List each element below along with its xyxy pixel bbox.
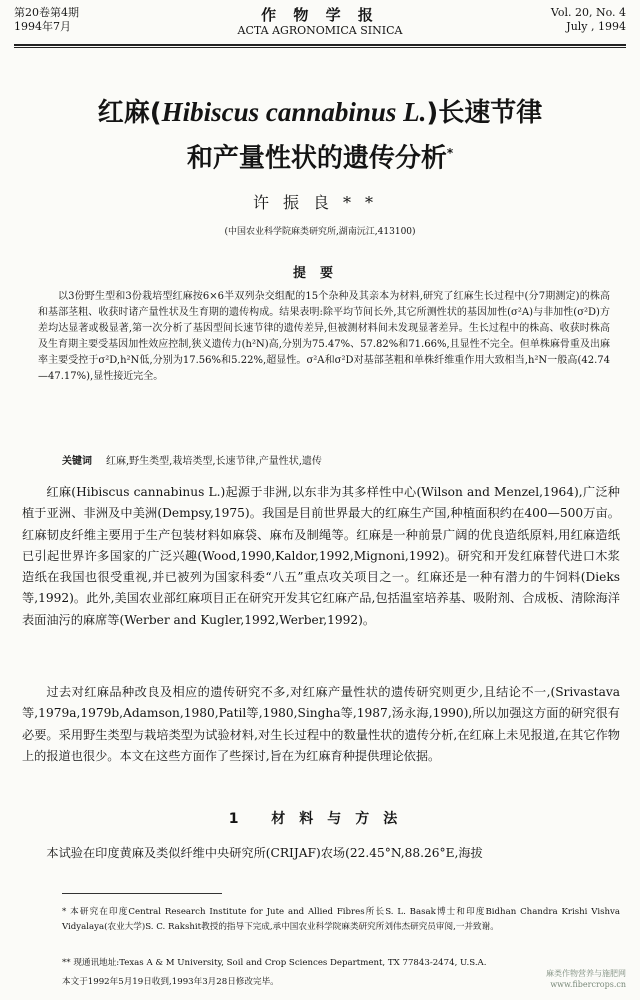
title-footnote-mark: * <box>446 146 454 160</box>
footnote-rule <box>62 893 222 894</box>
affiliation: (中国农业科学院麻类研究所,湖南沅江,413100) <box>224 227 416 237</box>
journal-name <box>14 6 626 38</box>
footnote-1: * 本研究在印度Central Research Institute for Jute and Allied Fibres所长S. L. Basak博士和印度Bidhan Chandra Krishi Vishva Vidyalaya(农业大学)S. C. Rakshit教授的指导下完成,承中国农业科学院麻类研究所刘伟杰研究员审阅,一并致谢。 <box>62 907 620 932</box>
header-rule-thin <box>14 47 626 48</box>
journal-name-en: ACTA AGRONOMICA SINICA <box>237 24 403 37</box>
body-paragraph-3: 本试验在印度黄麻及类似纤维中央研究所(CRIJAF)农场(22.45°N,88.26°E,海拔 <box>46 846 483 860</box>
body-paragraph-2: 过去对红麻品种改良及相应的遗传研究不多,对红麻产量性状的遗传研究则更少,且结论不一,(Srivastava等,1979a,1979b,Adamson,1980,Patil等,1980,Singha等,1987,汤永海,1990),所以加强这方面的研究很有必要。采用野生类型与栽培类型为试验材料,对生长过程中的数量性状的遗传分析,在红麻上未见报道,在其它作物上的报道也很少。本文在这些方面作了些探讨,旨在为红麻育种提供理论依据。 <box>22 685 620 763</box>
author: 许振良** <box>252 193 387 212</box>
footnote-2: ** 现通讯地址:Texas A & M University, Soil and Crop Sciences Department, TX 77843-2474, U.S.A. <box>62 958 487 968</box>
journal-header <box>14 6 626 44</box>
issue-volume-en: Vol. 20, No. 4 <box>550 6 626 19</box>
issue-date: 1994年7月 <box>14 20 71 33</box>
title-latin-name: Hibiscus cannabinus L. <box>161 97 427 127</box>
watermark-line-2: www.fibercrops.cn <box>550 980 626 989</box>
keywords-label: 关键词 <box>62 456 92 467</box>
title-line-2: 和产量性状的遗传分析* <box>186 143 454 174</box>
journal-name-cn: 作 物 学 报 <box>261 6 379 24</box>
issue-info-en <box>551 6 626 34</box>
keywords-text: 红麻,野生类型,栽培类型,长速节律,产量性状,遗传 <box>106 456 322 467</box>
header-rule <box>14 44 626 46</box>
issue-date-en: July , 1994 <box>566 20 626 33</box>
keywords <box>62 455 610 469</box>
section-heading: 1 材料与方法 <box>228 811 412 827</box>
issue-volume: 第20卷第4期 <box>14 6 79 19</box>
abstract-heading: 提要 <box>292 266 347 281</box>
body-paragraph-1: 红麻(Hibiscus cannabinus L.)起源于非洲,以东非为其多样性中心(Wilson and Menzel,1964),广泛种植于亚洲、非洲及中美洲(Dempsy,1975)。我国是目前世界最大的红麻生产国,种植面积约在400—500万亩。红麻韧皮纤维主要用于生产包装材料如麻袋、麻布及制绳等。红麻是一种前景广阔的优良造纸原料,用红麻造纸已引起世界许多国家的广泛兴趣(Wood,1990,Kaldor,1992,Mignoni,1992)。研究和开发红麻替代进口木浆造纸在我国也很受重视,并已被列为国家科委“八五”重点攻关项目之一。红麻还是一种有潜力的牛饲料(Dieks等,1992)。此外,美国农业部红麻项目正在研究开发其它红麻产品,包括温室培养基、吸附剂、合成板、清除海洋表面油污的麻席等(Werber and Kugler,1992,Werber,1992)。 <box>22 485 620 627</box>
paper-title <box>20 92 620 179</box>
watermark <box>546 968 626 990</box>
footnote-3: 本文于1992年5月19日收到,1993年3月28日修改完毕。 <box>62 977 279 987</box>
watermark-line-1: 麻类作物营养与施肥网 <box>546 969 626 978</box>
title-line-1: 红麻(Hibiscus cannabinus L.)长速节律 <box>97 97 543 128</box>
abstract-text: 以3份野生型和3份栽培型红麻按6×6半双列杂交组配的15个杂种及其亲本为材料,研究了红麻生长过程中(分7期测定)的株高和基部茎粗、收获时诸产量性状及生育期的遗传构成。结果表明:除平均节间长外,其它所测性状的基因加性(σ²A)与非加性(σ²D)方差均达显著或极显著,第一次分析了基因型间长速节律的遗传差异,但被测材料间未发现显著差异。生长过程中的株高、收获时株高及生育期主要受基因加性效应控制,狭义遗传力(h²N)高,分别为75.47%、57.82%和71.66%,且显性不完全。但单株麻骨重及出麻率主要受控于σ²D,h²N低,分别为17.56%和5.22%,超显性。σ²A和σ²D对基部茎粗和单株纤维重作用大致相当,h²N一般高(42.74—47.17%),显性接近完全。 <box>38 291 610 382</box>
